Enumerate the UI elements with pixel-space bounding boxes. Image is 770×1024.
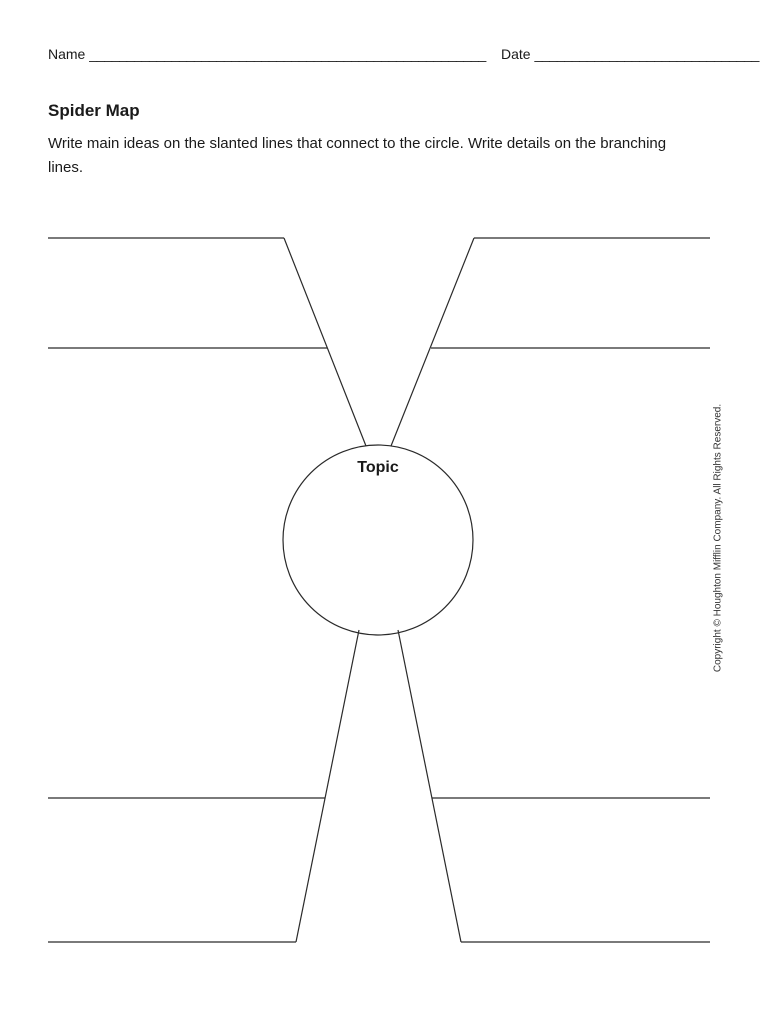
name-blank-line[interactable]: _____________________________________________________ — [89, 46, 487, 62]
copyright-notice: Copyright © Houghton Mifflin Company. All Rights Reserved. — [712, 403, 724, 673]
date-blank-line[interactable]: ______________________________ — [534, 46, 760, 62]
main-idea-line-lower-right[interactable] — [398, 630, 461, 942]
main-idea-line-upper-left[interactable] — [284, 238, 366, 446]
instructions: Write main ideas on the slanted lines that connect to the circle. Write details on the branching lines. — [48, 135, 667, 176]
name-label: Name — [48, 46, 86, 62]
date-label: Date — [501, 46, 531, 62]
page-title: Spider Map — [48, 101, 140, 120]
main-idea-line-lower-left[interactable] — [296, 630, 359, 942]
main-idea-line-upper-right[interactable] — [391, 238, 474, 446]
topic-label: Topic — [357, 459, 399, 476]
